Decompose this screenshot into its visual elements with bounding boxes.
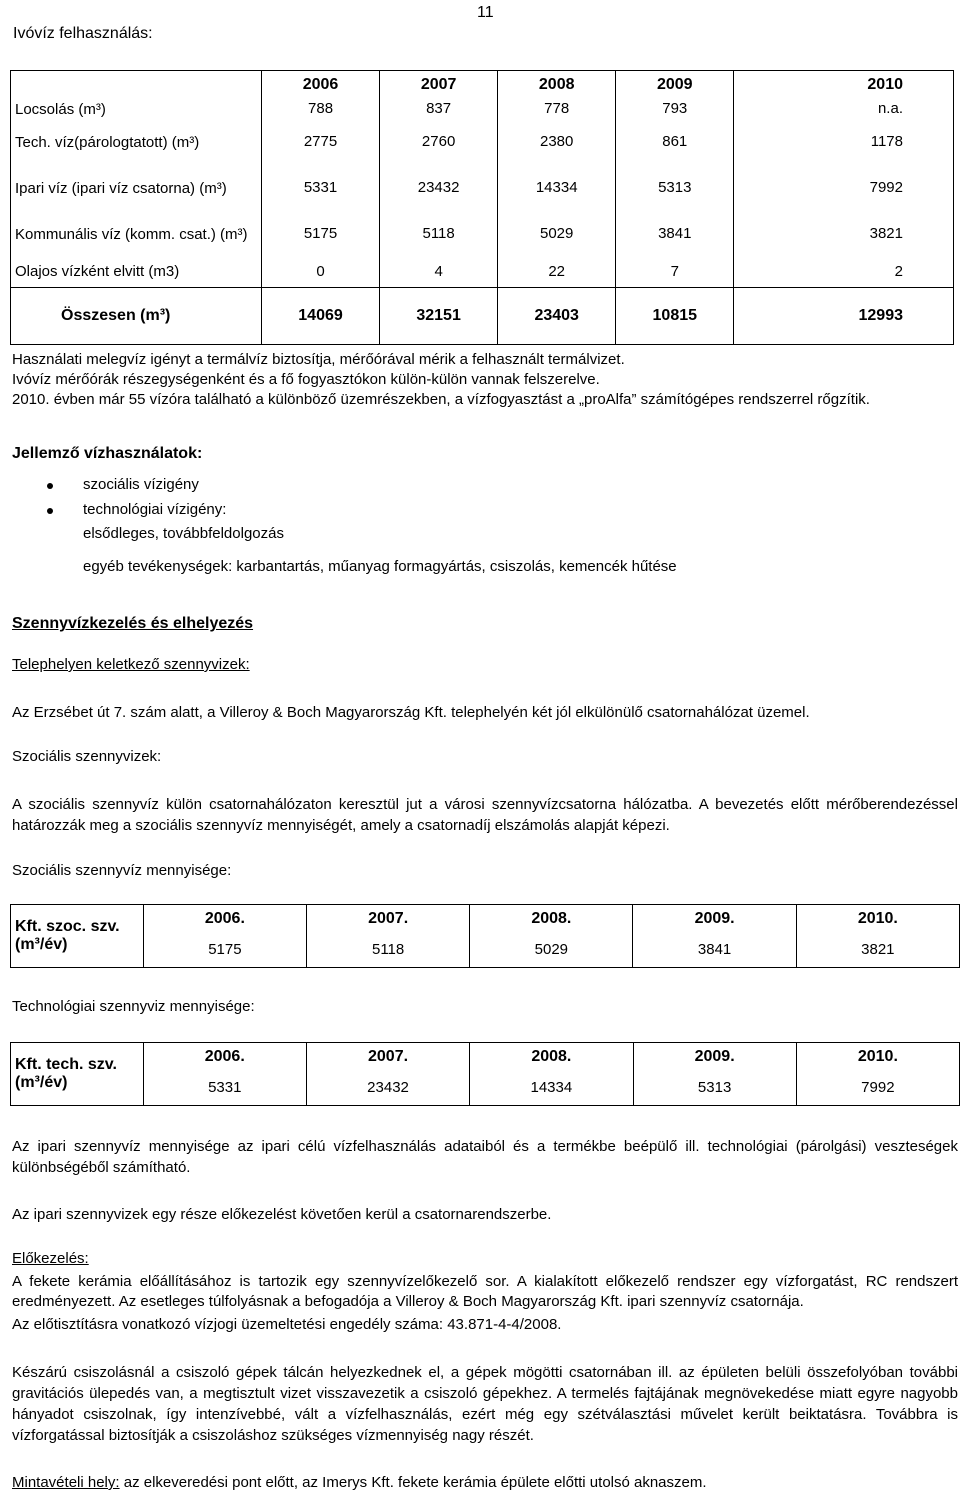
sampling-heading: Mintavételi hely: [12, 1474, 120, 1491]
row-label: Kft. tech. szv. (m³/év) [11, 1043, 144, 1106]
table-cell: 1178 [870, 133, 903, 150]
year-header: 2007. [306, 1043, 469, 1072]
wastewater-heading: Szennyvízkezelés és elhelyezés [12, 615, 254, 632]
social-quantity-heading: Szociális szennyvíz mennyisége: [12, 862, 232, 879]
table-cell: 23432 [306, 1071, 469, 1106]
year-header: 2006. [143, 1043, 306, 1072]
table-cell: 3841 [633, 933, 796, 968]
table-cell: 7 [616, 257, 734, 287]
water-usage-table [10, 70, 954, 345]
total-cell: 32151 [380, 287, 498, 344]
row-label: Locsolás (m³) [11, 99, 262, 119]
table-cell: 5331 [143, 1071, 306, 1106]
paragraph-line: Ivóvíz mérőórák részegységenként és a fő fogyasztókon külön-külön vannak felszerelve. [12, 371, 600, 388]
year-header: 2009 [616, 71, 734, 100]
paragraph-line: 2010. évben már 55 vízóra található a különböző üzemrészekben, a vízfogyasztást a „proAlfa” számítógépes rendszerrel rőgzítik. [12, 391, 870, 408]
table-cell: 7992 [861, 1079, 895, 1096]
table-cell: 2775 [262, 119, 380, 165]
table-row [11, 165, 954, 211]
table-cell: 0 [262, 257, 380, 287]
table-cell: n.a. [877, 100, 903, 117]
social-wastewater-table [10, 904, 960, 968]
sampling-line [12, 1474, 707, 1492]
table-cell: 5029 [470, 933, 633, 968]
total-cell: 14069 [262, 287, 380, 344]
table-cell: 861 [616, 119, 734, 165]
table-cell: 23432 [380, 165, 498, 211]
table-cell: 5313 [633, 1071, 796, 1106]
row-label: Kommunális víz (komm. csat.) (m³) [11, 211, 262, 257]
year-header: 2006 [262, 71, 380, 100]
industrial-paragraph: Az ipari szennyvíz mennyisége az ipari célú vízfelhasználás adataiból és a termékbe beépülő ill. technológiai (párolgási) veszteségek különbségéből számítható. [12, 1138, 958, 1176]
table-cell: 3841 [616, 211, 734, 257]
bullet-icon [47, 508, 53, 514]
tech-wastewater-table [10, 1042, 960, 1106]
table-row [11, 257, 954, 287]
total-cell: 12993 [734, 287, 954, 344]
table-corner-cell [11, 71, 262, 100]
table-cell: 4 [380, 257, 498, 287]
total-cell: 10815 [616, 287, 734, 344]
year-header: 2009. [633, 1043, 796, 1072]
year-header: 2008. [470, 1043, 633, 1072]
table-cell: 837 [380, 99, 498, 119]
pretreatment-heading: Előkezelés: [12, 1250, 89, 1267]
table-cell: 5175 [262, 211, 380, 257]
industrial-pretreatment-note: Az ipari szennyvizek egy része előkezelést követően kerül a csatornarendszerbe. [12, 1206, 552, 1223]
table-cell: 5175 [143, 933, 306, 968]
total-row [11, 287, 954, 344]
table-header-row [11, 1043, 960, 1072]
grinding-paragraph: Készárú csiszolásnál a csiszoló gépek tálcán helyezkednek el, a gépek mögötti csatornában ill. az épületen belüli összefolyóban további gravitációs ülepedés van, a megtisztult vizet visszavezetik a csiszoló gépekhez. A termelés fajtájának megnövekedése miatt egyre nagyobb hányadot csiszolnak, így intenzívebbé, vált a vízfelhasználás, ezért még egy szétválasztási művelet került beiktatásra. Továbbra is vízforgatással biztosítják a csiszoláshoz szükséges vízmennyiség nagy részét. [12, 1364, 958, 1444]
table-cell: 5029 [498, 211, 616, 257]
table-cell: 2 [894, 262, 903, 280]
year-header: 2010. [857, 1048, 898, 1066]
table-cell: 22 [498, 257, 616, 287]
total-cell: 23403 [498, 287, 616, 344]
table-cell: 5313 [616, 165, 734, 211]
table-cell: 5331 [262, 165, 380, 211]
permit-text: Az előtisztításra vonatkozó vízjogi üzemeltetési engedély száma: 43.871-4-4/2008. [12, 1316, 562, 1333]
table-cell: 3821 [861, 941, 895, 958]
sampling-text: az elkeveredési pont előtt, az Imerys Kft. fekete kerámia épülete előtti utolsó aknaszem. [123, 1474, 707, 1491]
table-cell: 2760 [380, 119, 498, 165]
table-cell: 7992 [869, 179, 903, 196]
table-cell: 788 [262, 99, 380, 119]
table-cell: 2380 [498, 119, 616, 165]
table-cell: 778 [498, 99, 616, 119]
list-subitem: elsődleges, továbbfeldolgozás [83, 525, 284, 542]
year-header: 2007. [307, 905, 470, 934]
table-cell: 14334 [470, 1071, 633, 1106]
table-cell: 793 [616, 99, 734, 119]
table-cell: 14334 [498, 165, 616, 211]
year-header: 2007 [380, 71, 498, 100]
site-wastewater-text: Az Erzsébet út 7. szám alatt, a Villeroy & Boch Magyarország Kft. telephelyén két jól elkülönülő csatornahálózat üzemel. [12, 704, 810, 721]
pretreatment-text: A fekete kerámia előállításához is tartozik egy szennyvízelőkezelő sor. A kialakított előkezelő rendszer egy vízforgatást, RC rendszert eredményezett. Az esetleges túlfolyásnak a befogadója a Villeroy & Boch Magyarország Kft. ipari szennyvíz csatornája. [12, 1273, 958, 1310]
tech-quantity-heading: Technológiai szennyviz mennyisége: [12, 998, 255, 1015]
social-wastewater-text: A szociális szennyvíz külön csatornahálózaton keresztül jut a városi szennyvízcsatorna hálózatba. A bevezetés előtt mérőberendezéssel határozzák meg a szociális szennyvíz mennyiségét, amely a csatornadíj elszámolás alapját képezi. [12, 796, 958, 834]
page-number: 11 [477, 4, 494, 21]
table-row [11, 211, 954, 257]
year-header: 2010. [857, 910, 898, 928]
row-label: Kft. szoc. szv. (m³/év) [11, 905, 144, 968]
table-row [11, 1071, 960, 1106]
table-row [11, 119, 954, 165]
table-cell: 5118 [380, 211, 498, 257]
table-cell: 5118 [307, 933, 470, 968]
year-header: 2006. [143, 905, 306, 934]
hot-water-paragraph [12, 350, 952, 410]
bullet-icon [47, 483, 53, 489]
list-item: szociális vízigény [83, 476, 199, 493]
table-header-row [11, 905, 960, 934]
year-header: 2008. [470, 905, 633, 934]
table-cell: 3821 [869, 225, 903, 242]
site-wastewater-heading: Telephelyen keletkező szennyvizek: [12, 656, 250, 673]
social-wastewater-heading: Szociális szennyvizek: [12, 748, 162, 765]
table-row [11, 933, 960, 968]
row-label: Olajos vízként elvitt (m3) [11, 257, 262, 287]
table-row [11, 99, 954, 119]
list-item: technológiai vízigény: [83, 501, 227, 518]
year-header: 2008 [498, 71, 616, 100]
year-header: 2010 [867, 76, 903, 94]
table-header-row [11, 71, 954, 100]
list-subitem: egyéb tevékenységek: karbantartás, műanyag formagyártás, csiszolás, kemencék hűtése [83, 558, 677, 575]
section-title: Ivóvíz felhasználás: [13, 25, 153, 42]
typical-uses-heading: Jellemző vízhasználatok: [12, 445, 203, 462]
row-label: Tech. víz(párologtatott) (m³) [11, 119, 262, 165]
year-header: 2009. [633, 905, 796, 934]
paragraph-line: Használati melegvíz igényt a termálvíz biztosítja, mérőórával mérik a felhasznált termálvizet. [12, 351, 625, 368]
row-label: Ipari víz (ipari víz csatorna) (m³) [11, 165, 262, 211]
total-label: Összesen (m³) [11, 287, 262, 344]
